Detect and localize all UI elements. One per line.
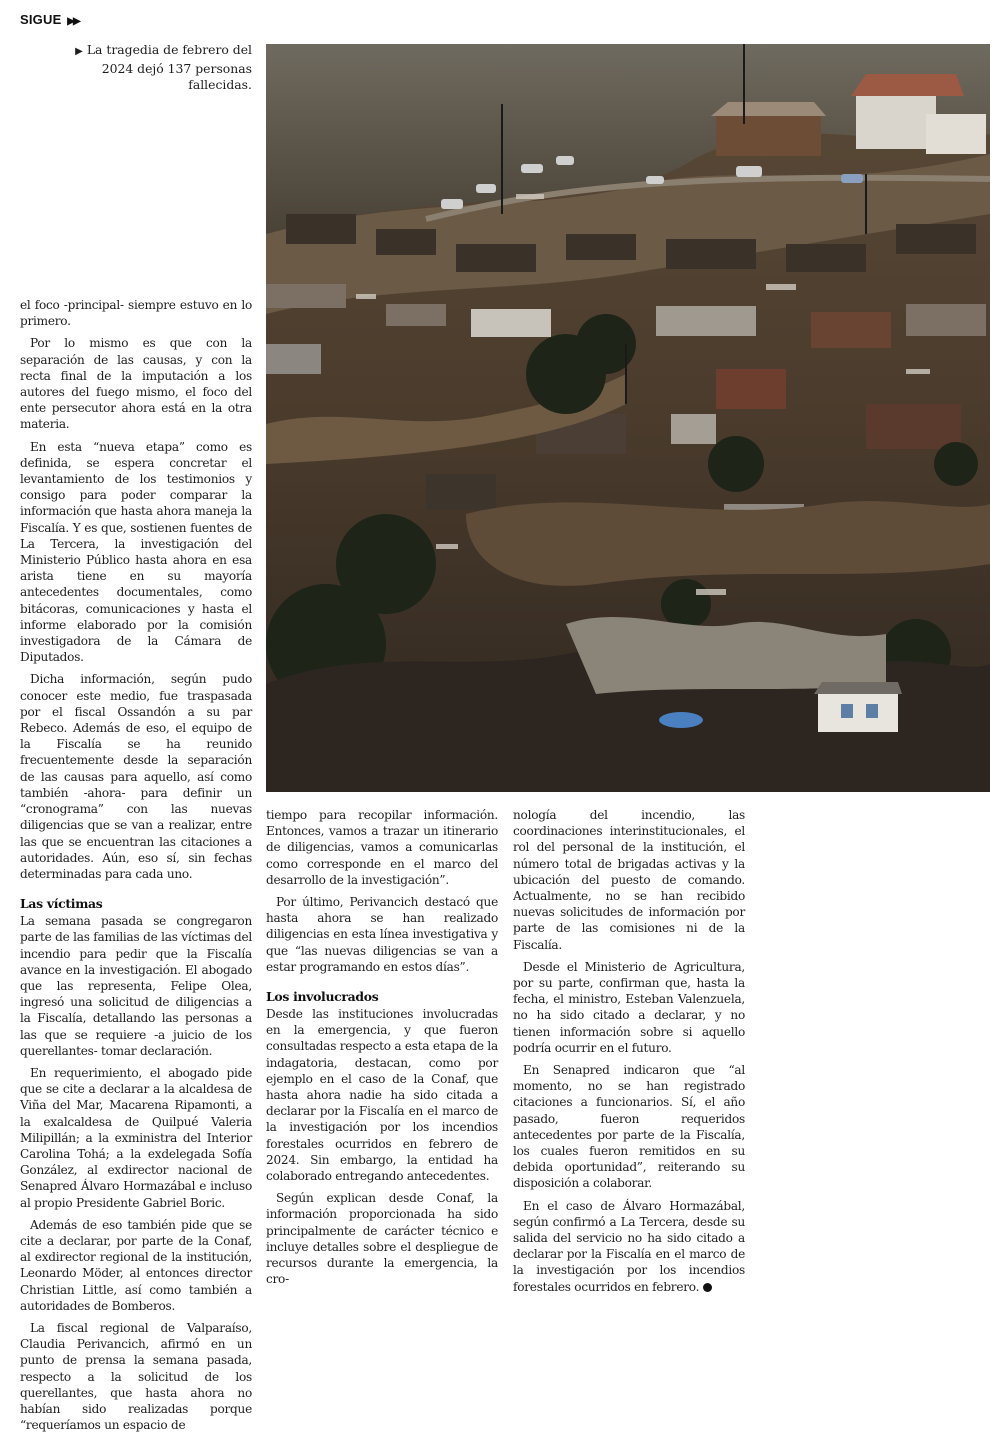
burned-hillside-illustration [266,44,990,792]
paragraph: Desde el Ministerio de Agricultura, por su parte, confirman que, hasta la fecha, el ministro, Esteban Valenzuela, no ha sido citado a declarar, y no tienen información sobre si aquello podría ocurrir en el futuro. [513,959,745,1055]
paragraph: Según explican desde Conaf, la información proporcionada ha sido principalmente de carácter técnico e incluye detalles sobre el despliegue de recursos durante la emergencia, la cro- [266,1191,498,1287]
paragraph: En requerimiento, el abogado pide que se cite a declarar a la alcaldesa de Viña del Mar, Macarena Ripamonti, a la exalcaldesa de Quilpué Valeria Milipillán; a la exministra del Interior Carolina Tohá; a la exdelegada Sofía González, al exdirector nacional de Senapred Álvaro Hormazábal e incluso al propio Presidente Gabriel Boric. [20,1065,252,1210]
end-of-article-icon [703,1283,712,1292]
final-text: En el caso de Álvaro Hormazábal, según confirmó a La Tercera, desde su salida del servicio no ha sido citado a declarar por la Fiscalía en el marco de la investigación por los incendios forestales ocurridos en febrero. [513,1198,745,1294]
paragraph: En esta “nueva etapa” como es definida, se espera concretar el levantamiento de los testimonios y consigo para poder comparar la información que hasta ahora maneja la Fiscalía. Y es que, sostienen fuentes de La Tercera, la investigación del Ministerio Público hasta ahora en esa arista tiene en su mayoría antecedentes documentales, como bitácoras, comunicaciones y hasta el informe elaborado por la comisión investigadora de la Cámara de Diputados. [20,439,252,665]
paragraph: Además de eso también pide que se cite a declarar, por parte de la Conaf, al exdirector regional de la institución, Leonardo Möder, al entonces director Christian Little, así como también a autoridades de Bomberos. [20,1217,252,1313]
photo-caption [60,42,252,94]
paragraph: La fiscal regional de Valparaíso, Claudia Perivancich, afirmó en un punto de prensa la semana pasada, respecto a la solicitud de los querellantes, que hasta ahora no habían sido realizadas porque “requeríamos un espacio de [20,1320,252,1433]
caption-triangle-icon: ▶ [75,46,83,57]
paragraph: Por último, Perivancich destacó que hasta ahora se han realizado diligencias en esta línea investigativa y que “las nuevas diligencias se van a estar programando en estos días”. [266,895,498,974]
paragraph: Dicha información, según pudo conocer este medio, fue traspasada por el fiscal Ossandón a su par Rebeco. Además de eso, el equipo de la Fiscalía se ha reunido frecuentemente desde la separación de las causas para aquello, así como también -ahora- para definir un “cronograma” con las nuevas diligencias que se van a realizar, entre las que se encuentran las citaciones a autoridades. Aún, eso sí, sin fechas determinadas para cada uno. [20,672,252,881]
paragraph: Desde las instituciones involucradas en la emergencia, y que fueron consultadas respecto a esta etapa de la indagatoria, destacan, como por ejemplo en el caso de la Conaf, que hasta ahora nadie ha sido citada a declarar por la Fiscalía en el marco de la investigación por los incendios forestales ocurridos en febrero de 2024. Sin embargo, la entidad ha colaborado entregando antecedentes. [266,1007,499,1184]
paragraph: el foco -principal- siempre estuvo en lo primero. [20,298,252,329]
continue-text: SIGUE [20,12,62,27]
section-heading-involved: Los involucrados [266,989,379,1005]
article-column-1 [20,297,252,1439]
paragraph: La semana pasada se congregaron parte de las familias de las víctimas del incendio para pedir que la Fiscalía avance en la investigación. El abogado que las representa, Felipe Olea, ingresó una solicitud de diligencias a la Fiscalía, detallando las personas a las que se requiere -a juicio de los querellantes- tomar declaración. [20,914,252,1058]
news-photo [266,44,990,792]
caption-text: La tragedia de febrero del 2024 dejó 137 personas fallecidas. [86,42,252,92]
continue-label [20,12,79,27]
paragraph: Por lo mismo es que con la separación de las causas, y con la recta final de la imputación a los autores del fuego mismo, el foco del ente persecutor ahora está en la otra materia. [20,336,252,432]
section-heading-victims: Las víctimas [20,896,103,912]
paragraph: tiempo para recopilar información. Entonces, vamos a trazar un itinerario de diligencias, vamos a comunicarlas como corresponde en el marco del desarrollo de la investigación”. [266,808,498,887]
paragraph-final [513,1198,745,1295]
paragraph: En Senapred indicaron que “al momento, no se han registrado citaciones a funcionarios. Sí, el año pasado, fueron requeridos antecedentes por parte de la Fiscalía, los cuales fueron remitidos en su debida oportunidad”, reiterando su disposición a colaborar. [513,1063,745,1191]
article-column-2 [266,807,498,1293]
paragraph: nología del incendio, las coordinaciones interinstitucionales, el rol del personal de la institución, el número total de brigadas activas y la ubicación del puesto de comando. Actualmente, no se han recibido nuevas solicitudes de información por parte de las comisiones ni de la Fiscalía. [513,808,745,952]
continue-arrows-icon: ▶▶ [67,16,79,27]
article-column-3 [513,807,745,1301]
